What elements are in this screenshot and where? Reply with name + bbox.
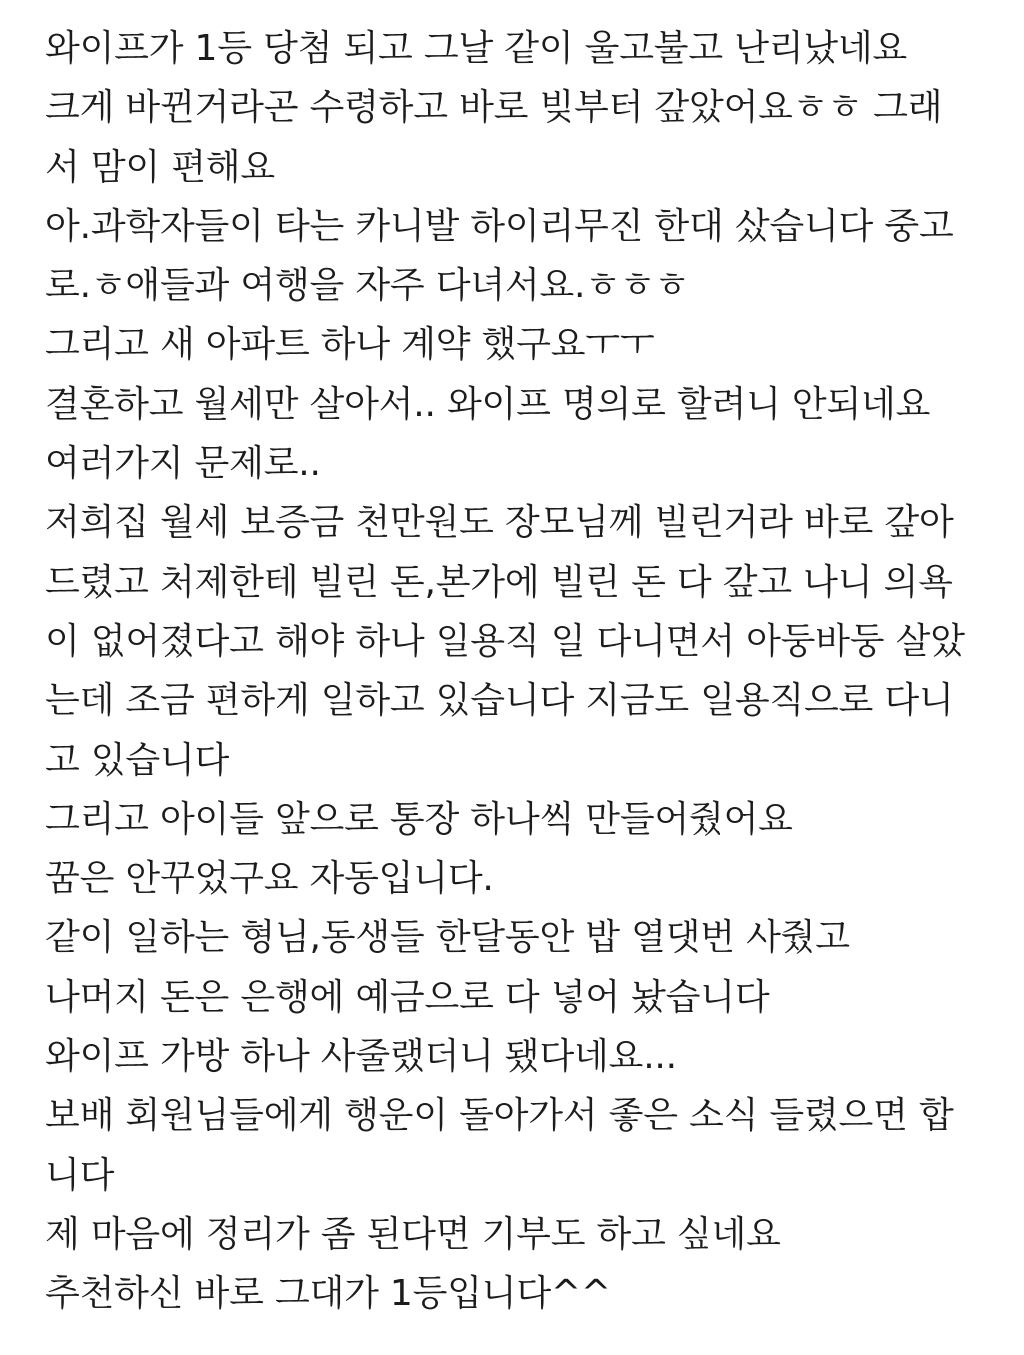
post-line: 결혼하고 월세만 살아서.. 와이프 명의로 할려니 안되네요 <box>45 383 931 425</box>
post-line: 서 맘이 편해요 <box>45 146 275 188</box>
post-line: 나머지 돈은 은행에 예금으로 다 넣어 놨습니다 <box>45 976 770 1018</box>
post-line: 저희집 월세 보증금 천만원도 장모님께 빌린거라 바로 갚아 <box>45 502 954 544</box>
post-line: 크게 바뀐거라곤 수령하고 바로 빚부터 갚았어요ㅎㅎ 그래 <box>45 87 943 129</box>
post-line: 아.과학자들이 타는 카니발 하이리무진 한대 샀습니다 중고 <box>45 205 954 247</box>
post-line: 이 없어졌다고 해야 하나 일용직 일 다니면서 아둥바둥 살았 <box>45 620 965 662</box>
post-line: 와이프 가방 하나 사줄랬더니 됐다네요... <box>45 1036 677 1078</box>
post-line: 제 마음에 정리가 좀 된다면 기부도 하고 싶네요 <box>45 1213 781 1255</box>
post-line: 추천하신 바로 그대가 1등입니다^^ <box>45 1273 611 1315</box>
post-line: 그리고 아이들 앞으로 통장 하나씩 만들어줬어요 <box>45 798 793 840</box>
post-line: 보배 회원님들에게 행운이 돌아가서 좋은 소식 들렸으면 합 <box>45 1095 954 1137</box>
post-line: 와이프가 1등 당첨 되고 그날 같이 울고불고 난리났네요 <box>45 28 908 69</box>
post-line: 고 있습니다 <box>45 739 230 781</box>
post-body <box>45 19 985 1324</box>
post-line: 꿈은 안꾸었구요 자동입니다. <box>45 858 494 900</box>
post-line: 는데 조금 편하게 일하고 있습니다 지금도 일용직으로 다니 <box>45 680 954 722</box>
post-line: 같이 일하는 형님,동생들 한달동안 밥 열댓번 사줬고 <box>45 917 850 959</box>
post-line: 드렸고 처제한테 빌린 돈,본가에 빌린 돈 다 갚고 나니 의욕 <box>45 561 953 603</box>
post-line: 여러가지 문제로.. <box>45 443 321 485</box>
post-line: 니다 <box>45 1154 115 1196</box>
post-line: 로.ㅎ애들과 여행을 자주 다녀서요.ㅎㅎㅎ <box>45 265 690 307</box>
post-line: 그리고 새 아파트 하나 계약 했구요ㅜㅜ <box>45 324 655 366</box>
